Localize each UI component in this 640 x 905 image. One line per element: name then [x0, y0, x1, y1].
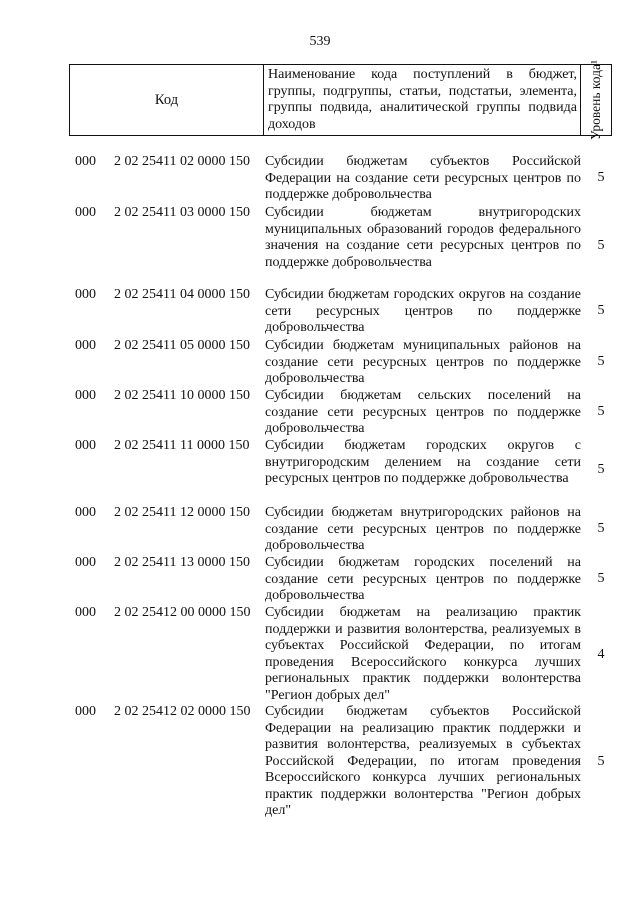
row-level: 4 [597, 647, 605, 662]
header-name-label: Наименование кода поступлений в бюджет, группы, подгруппы, статьи, подстатьи, элемента, группы подвида, аналитической группы подвида доходов [268, 67, 577, 132]
row-name: Субсидии бюджетам сельских поселений на создание сети ресурсных центров по поддержке добровольчества [265, 388, 581, 436]
header-code-label: Код [154, 91, 179, 108]
row-name: Субсидии бюджетам субъектов Российской Федерации на создание сети ресурсных центров по поддержке добровольчества [265, 154, 581, 202]
row-prefix: 000 [75, 605, 96, 620]
header-level-cell [581, 59, 612, 141]
page-number: 539 [309, 34, 331, 49]
row-code: 2 02 25411 12 0000 150 [114, 505, 250, 520]
row-name: Субсидии бюджетам городских поселений на создание сети ресурсных центров по поддержке добровольчества [265, 555, 581, 603]
row-code: 2 02 25411 04 0000 150 [114, 287, 250, 302]
row-code: 2 02 25412 00 0000 150 [114, 605, 251, 620]
row-code: 2 02 25411 11 0000 150 [114, 438, 250, 453]
row-name: Субсидии бюджетам внутригородских муниципальных образований городов федерального значения на создание сети ресурсных центров по поддержке добровольчества [265, 205, 581, 270]
table-header [69, 59, 612, 141]
row-name: Субсидии бюджетам внутригородских районов на создание сети ресурсных центров по поддержке добровольчества [265, 505, 581, 553]
row-prefix: 000 [75, 438, 96, 453]
row-name: Субсидии бюджетам муниципальных районов на создание сети ресурсных центров по поддержке добровольчества [265, 338, 581, 386]
row-level: 5 [597, 170, 605, 185]
row-code: 2 02 25411 05 0000 150 [114, 338, 250, 353]
row-name: Субсидии бюджетам на реализацию практик поддержки и развития волонтерства, реализуемых в субъектах Российской Федерации, по итогам проведения Всероссийского конкурса лучших региональных практик поддержки волонтерства "Регион добрых дел" [265, 605, 581, 703]
row-prefix: 000 [75, 505, 96, 520]
row-prefix: 000 [75, 388, 96, 403]
row-level: 5 [597, 404, 605, 419]
row-code: 2 02 25411 03 0000 150 [114, 205, 250, 220]
row-prefix: 000 [75, 205, 96, 220]
row-prefix: 000 [75, 338, 96, 353]
row-level: 5 [597, 354, 605, 369]
row-level: 5 [597, 571, 605, 586]
row-name: Субсидии бюджетам городских округов с внутригородским делением на создание сети ресурсных центров по поддержке добровольчества [265, 438, 581, 486]
row-prefix: 000 [75, 154, 96, 169]
row-name: Субсидии бюджетам субъектов Российской Федерации на реализацию практик поддержки и развития волонтерства, реализуемых в субъектах Российской Федерации, по итогам проведения Всероссийского конкурса лучших региональных практик поддержки волонтерства "Регион добрых дел" [265, 704, 581, 818]
header-level-label: Уровень кода¹ [588, 59, 603, 141]
row-level: 5 [597, 754, 605, 769]
row-prefix: 000 [75, 287, 96, 302]
header-code-cell [70, 65, 264, 136]
row-code: 2 02 25412 02 0000 150 [114, 704, 251, 719]
row-code: 2 02 25411 02 0000 150 [114, 154, 250, 169]
row-level: 5 [597, 238, 605, 253]
header-name-cell [264, 65, 581, 136]
row-prefix: 000 [75, 704, 96, 719]
row-code: 2 02 25411 10 0000 150 [114, 388, 250, 403]
row-prefix: 000 [75, 555, 96, 570]
row-level: 5 [597, 462, 605, 477]
row-code: 2 02 25411 13 0000 150 [114, 555, 250, 570]
row-level: 5 [597, 521, 605, 536]
row-level: 5 [597, 303, 605, 318]
row-name: Субсидии бюджетам городских округов на создание сети ресурсных центров по поддержке добровольчества [265, 287, 581, 335]
